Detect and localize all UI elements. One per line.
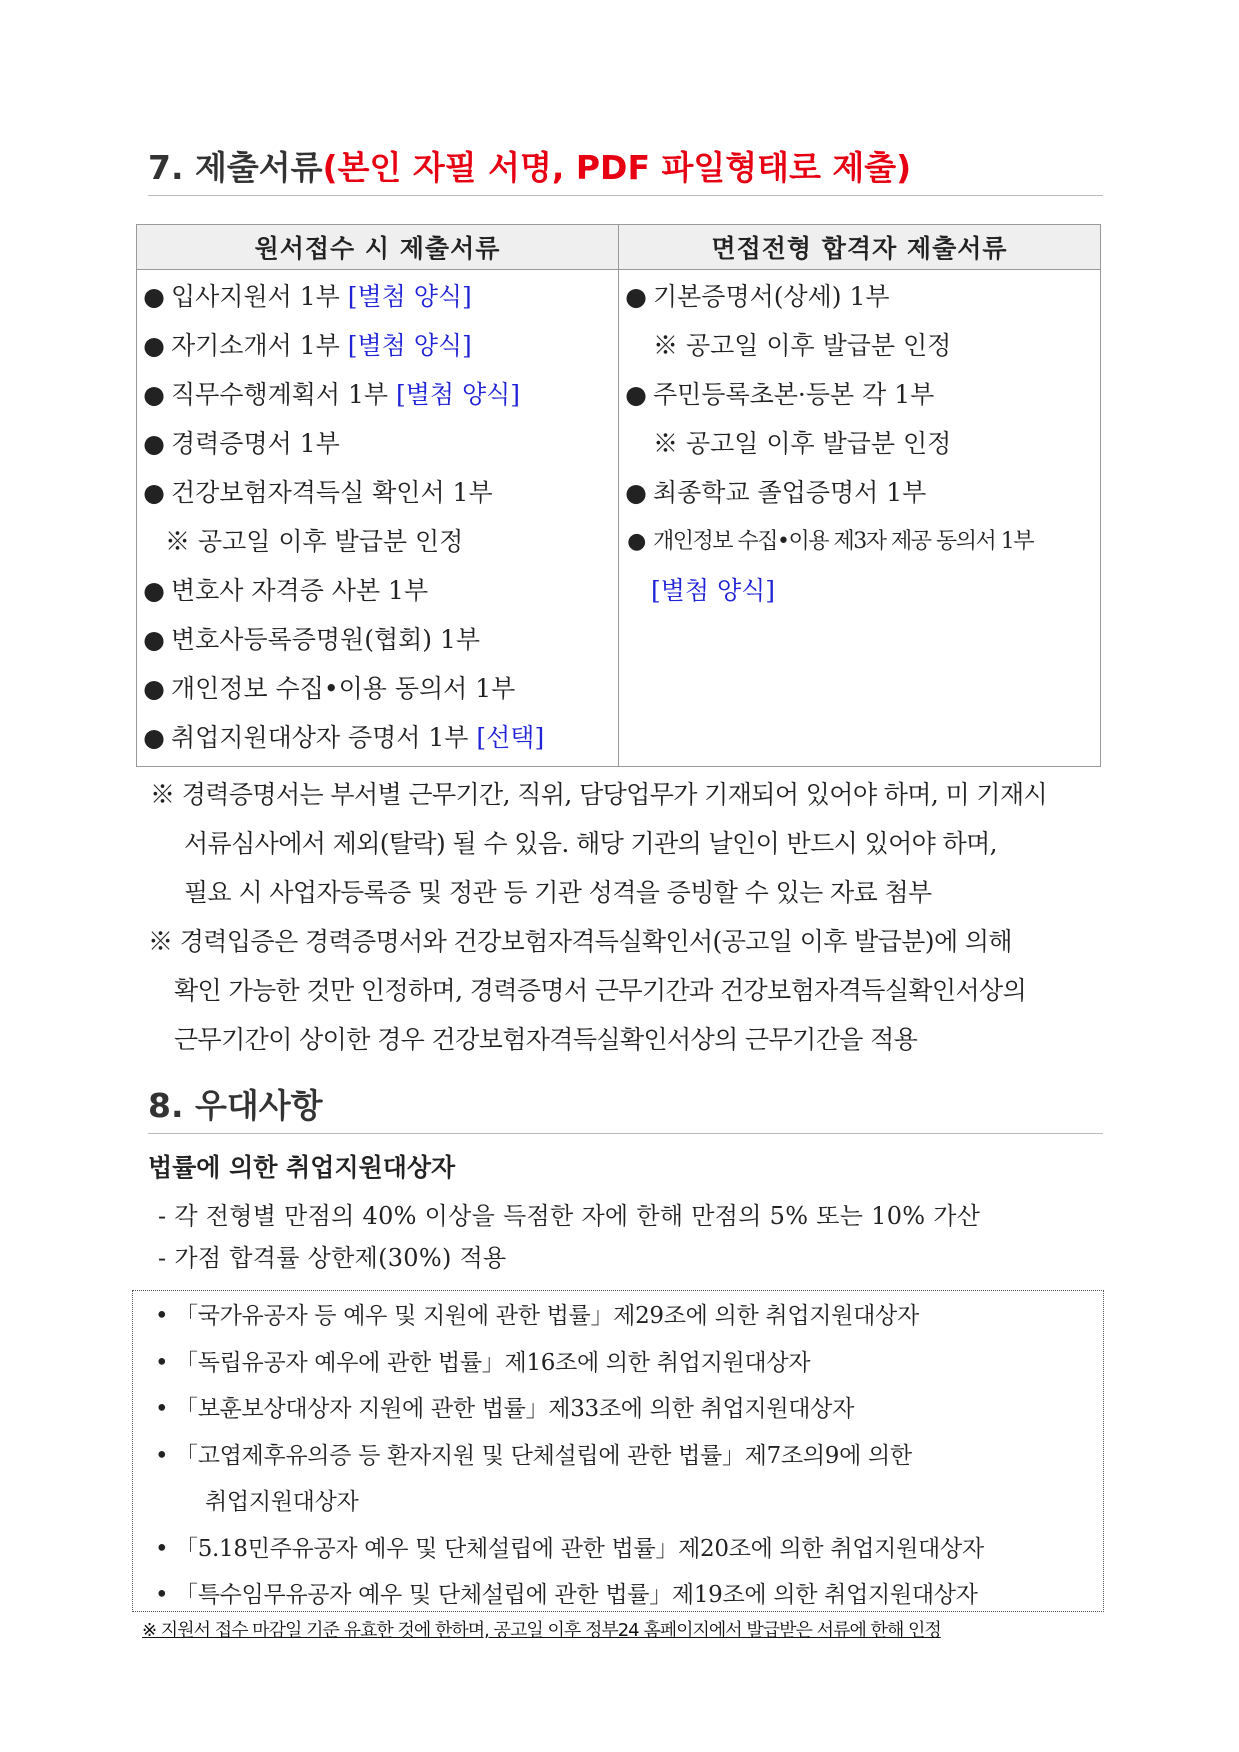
note-line: ※ 경력증명서는 부서별 근무기간, 직위, 담당업무가 기재되어 있어야 하며, 미 기재시	[150, 780, 1048, 809]
note-line: 확인 가능한 것만 인정하며, 경력증명서 근무기간과 건강보험자격득실확인서상의	[174, 976, 1027, 1005]
application-docs-cell	[137, 270, 619, 767]
bullet-icon: •	[155, 1396, 169, 1422]
list-item: ● 기본증명서(상세) 1부	[619, 272, 1100, 321]
section-7-highlight: (본인 자필 서명, PDF 파일형태로 제출)	[322, 148, 912, 187]
bullet-icon: ●	[143, 429, 165, 458]
law-item: • 「보훈보상대상자 지원에 관한 법률」제33조에 의한 취업지원대상자	[133, 1386, 1103, 1433]
list-item: ● 개인정보 수집•이용 제3자 제공 동의서 1부	[619, 517, 1100, 566]
list-item: ● 최종학교 졸업증명서 1부	[619, 468, 1100, 517]
attachment-tag: [별첨 양식]	[396, 380, 521, 409]
footnote: ※ 지원서 접수 마감일 기준 유효한 것에 한하며, 공고일 이후 정부24 홈페이지에서 발급받은 서류에 한해 인정	[142, 1620, 941, 1641]
career-notes	[148, 770, 1108, 1064]
bullet-icon: ●	[143, 331, 165, 360]
bullet-icon: •	[155, 1582, 169, 1608]
bullet-icon: ●	[625, 282, 647, 311]
bullet-icon: ●	[143, 674, 165, 703]
optional-tag: [선택]	[476, 723, 545, 752]
table-body-row	[137, 270, 1101, 767]
law-item: • 「독립유공자 예우에 관한 법률」제16조에 의한 취업지원대상자	[133, 1340, 1103, 1387]
attachment-tag: [별첨 양식]	[347, 282, 472, 311]
note-line: 필요 시 사업자등록증 및 정관 등 기관 성격을 증빙할 수 있는 자료 첨부	[184, 878, 932, 907]
documents-table	[136, 224, 1101, 767]
list-item: ● 개인정보 수집•이용 동의서 1부	[137, 664, 618, 713]
bullet-icon: ●	[625, 380, 647, 409]
list-note: ※ 공고일 이후 발급분 인정	[165, 527, 464, 556]
section-7-number: 7.	[148, 148, 184, 187]
bullet-icon: ●	[143, 723, 165, 752]
bullet-icon: •	[155, 1442, 169, 1469]
bullet-icon: ●	[143, 282, 165, 311]
header-interview-docs: 면접전형 합격자 제출서류	[619, 225, 1101, 270]
attachment-tag: [별첨 양식]	[651, 576, 776, 605]
bullet-icon: ●	[143, 380, 165, 409]
list-item: ● 주민등록초본·등본 각 1부	[619, 370, 1100, 419]
list-item: ● 변호사등록증명원(협회) 1부	[137, 615, 618, 664]
list-note: ※ 공고일 이후 발급분 인정	[653, 429, 952, 458]
attachment-tag: [별첨 양식]	[347, 331, 472, 360]
list-item: ● 변호사 자격증 사본 1부	[137, 566, 618, 615]
table-header-row	[137, 225, 1101, 270]
list-note: ※ 공고일 이후 발급분 인정	[653, 331, 952, 360]
bullet-icon: •	[155, 1303, 169, 1329]
list-item: ● 자기소개서 1부 [별첨 양식]	[137, 321, 618, 370]
bullet-icon: ●	[143, 576, 165, 605]
section-8-heading	[148, 1080, 1103, 1134]
bullet-icon: ●	[143, 478, 165, 507]
list-item: ● 직무수행계획서 1부 [별첨 양식]	[137, 370, 618, 419]
bullet-icon: •	[155, 1535, 169, 1562]
list-item: ● 경력증명서 1부	[137, 419, 618, 468]
preference-bullet: - 가점 합격률 상한제(30%) 적용	[158, 1244, 507, 1272]
note-line: 서류심사에서 제외(탈락) 될 수 있음. 해당 기관의 날인이 반드시 있어야 하며,	[184, 829, 997, 858]
law-item: • 「고엽제후유의증 등 환자지원 및 단체설립에 관한 법률」제7조의9에 의한	[133, 1433, 1103, 1480]
section-7-heading	[148, 142, 1103, 196]
bullet-icon: ●	[143, 625, 165, 654]
section-7-title: 제출서류	[195, 148, 323, 187]
law-list-box	[132, 1290, 1104, 1612]
header-application-docs: 원서접수 시 제출서류	[137, 225, 619, 270]
law-item: • 「특수임무유공자 예우 및 단체설립에 관한 법률」제19조에 의한 취업지원대상자	[133, 1572, 1103, 1619]
list-item: ● 건강보험자격득실 확인서 1부	[137, 468, 618, 517]
list-item: ● 입사지원서 1부 [별첨 양식]	[137, 272, 618, 321]
law-item: • 「5.18민주유공자 예우 및 단체설립에 관한 법률」제20조에 의한 취업지원대상자	[133, 1526, 1103, 1573]
bullet-icon: ●	[625, 478, 647, 507]
bullet-icon: ●	[627, 529, 645, 554]
list-item: ● 취업지원대상자 증명서 1부 [선택]	[137, 713, 618, 762]
bullet-icon: •	[155, 1349, 169, 1376]
law-item: • 「국가유공자 등 예우 및 지원에 관한 법률」제29조에 의한 취업지원대상자	[133, 1293, 1103, 1340]
interview-docs-cell	[619, 270, 1101, 767]
note-line: ※ 경력입증은 경력증명서와 건강보험자격득실확인서(공고일 이후 발급분)에 의해	[148, 927, 1012, 956]
preference-bullet: - 각 전형별 만점의 40% 이상을 득점한 자에 한해 만점의 5% 또는 10% 가산	[158, 1202, 981, 1230]
note-line: 근무기간이 상이한 경우 건강보험자격득실확인서상의 근무기간을 적용	[174, 1025, 918, 1054]
preference-subtitle: 법률에 의한 취업지원대상자	[148, 1153, 456, 1182]
section-8-title: 우대사항	[195, 1086, 323, 1125]
law-item-continuation: 취업지원대상자	[205, 1489, 359, 1515]
section-8-number: 8.	[148, 1086, 184, 1125]
